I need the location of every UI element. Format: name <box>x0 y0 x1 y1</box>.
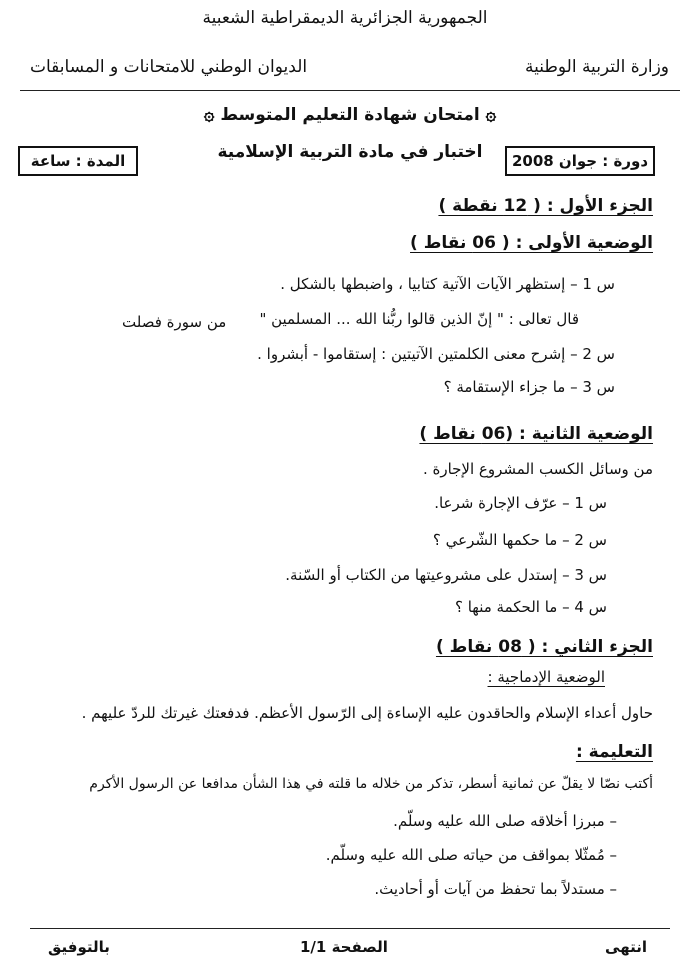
s1-verse-source: من سورة فصلت <box>122 313 227 331</box>
part1-heading: الجزء الأول : ( 12 نقطة ) <box>438 196 653 216</box>
s2-question-1: س 1 – عرّف الإجارة شرعا. <box>434 494 607 512</box>
exam-office-name: الديوان الوطني للامتحانات و المسابقات <box>30 57 308 77</box>
bullet-1: – مبرزا أخلاقه صلى الله عليه وسلّم. <box>393 812 617 830</box>
duration-box: المدة : ساعة <box>18 146 138 176</box>
bullet-3: – مستدلاً بما تحفظ من آيات أو أحاديث. <box>374 880 617 898</box>
ornament-right-icon: ۞ <box>485 104 497 125</box>
situation2-heading: الوضعية الثانية : (06 نقاط ) <box>419 424 653 444</box>
exam-title-text: امتحان شهادة التعليم المتوسط <box>220 105 480 125</box>
exam-title <box>190 104 510 125</box>
ornament-left-icon: ۞ <box>203 104 215 125</box>
instruction-label: التعليمة : <box>575 742 653 762</box>
footer-good-luck: بالتوفيق <box>48 938 110 956</box>
footer-end: انتهى <box>605 938 647 956</box>
situation1-heading: الوضعية الأولى : ( 06 نقاط ) <box>410 233 653 253</box>
s1-question-1: س 1 – إستظهر الآيات الآتية كتابيا ، واضبطها بالشكل . <box>280 275 615 293</box>
s2-question-4: س 4 – ما الحكمة منها ؟ <box>454 598 607 616</box>
ministry-name: وزارة التربية الوطنية <box>524 57 669 77</box>
session-box: دورة : جوان 2008 <box>505 146 655 176</box>
exam-subject: اختبار في مادة التربية الإسلامية <box>217 142 483 162</box>
footer-divider <box>30 928 670 929</box>
s1-question-2: س 2 – إشرح معنى الكلمتين الآتيتين : إستقاموا - أبشروا . <box>257 345 615 363</box>
s1-verse: قال تعالى : " إنّ الذين قالوا ربُّنا الله ... المسلمين " <box>259 310 579 328</box>
s2-question-2: س 2 – ما حكمها الشّرعي ؟ <box>432 531 607 549</box>
integration-label: الوضعية الإدماجية : <box>487 668 605 686</box>
instruction-text: أكتب نصّا لا يقلّ عن ثمانية أسطر، تذكر من خلاله ما قلته في هذا الشأن مدافعا عن الرسول الأكرم <box>89 776 653 792</box>
s2-intro: من وسائل الكسب المشروع الإجارة . <box>422 460 653 478</box>
header-divider <box>20 90 680 91</box>
s1-question-3: س 3 – ما جزاء الإستقامة ؟ <box>443 378 615 396</box>
republic-header: الجمهورية الجزائرية الديمقراطية الشعبية <box>202 8 488 28</box>
s2-question-3: س 3 – إستدل على مشروعيتها من الكتاب أو السّنة. <box>285 566 607 584</box>
bullet-2: – مُمثّلا بمواقف من حياته صلى الله عليه وسلّم. <box>325 846 617 864</box>
footer-page: الصفحة 1/1 <box>300 938 388 956</box>
part2-heading: الجزء الثاني : ( 08 نقاط ) <box>435 637 653 657</box>
integration-scenario: حاول أعداء الإسلام والحاقدون عليه الإساءة إلى الرّسول الأعظم. فدفعتك غيرتك للردّ عليهم . <box>81 704 653 722</box>
